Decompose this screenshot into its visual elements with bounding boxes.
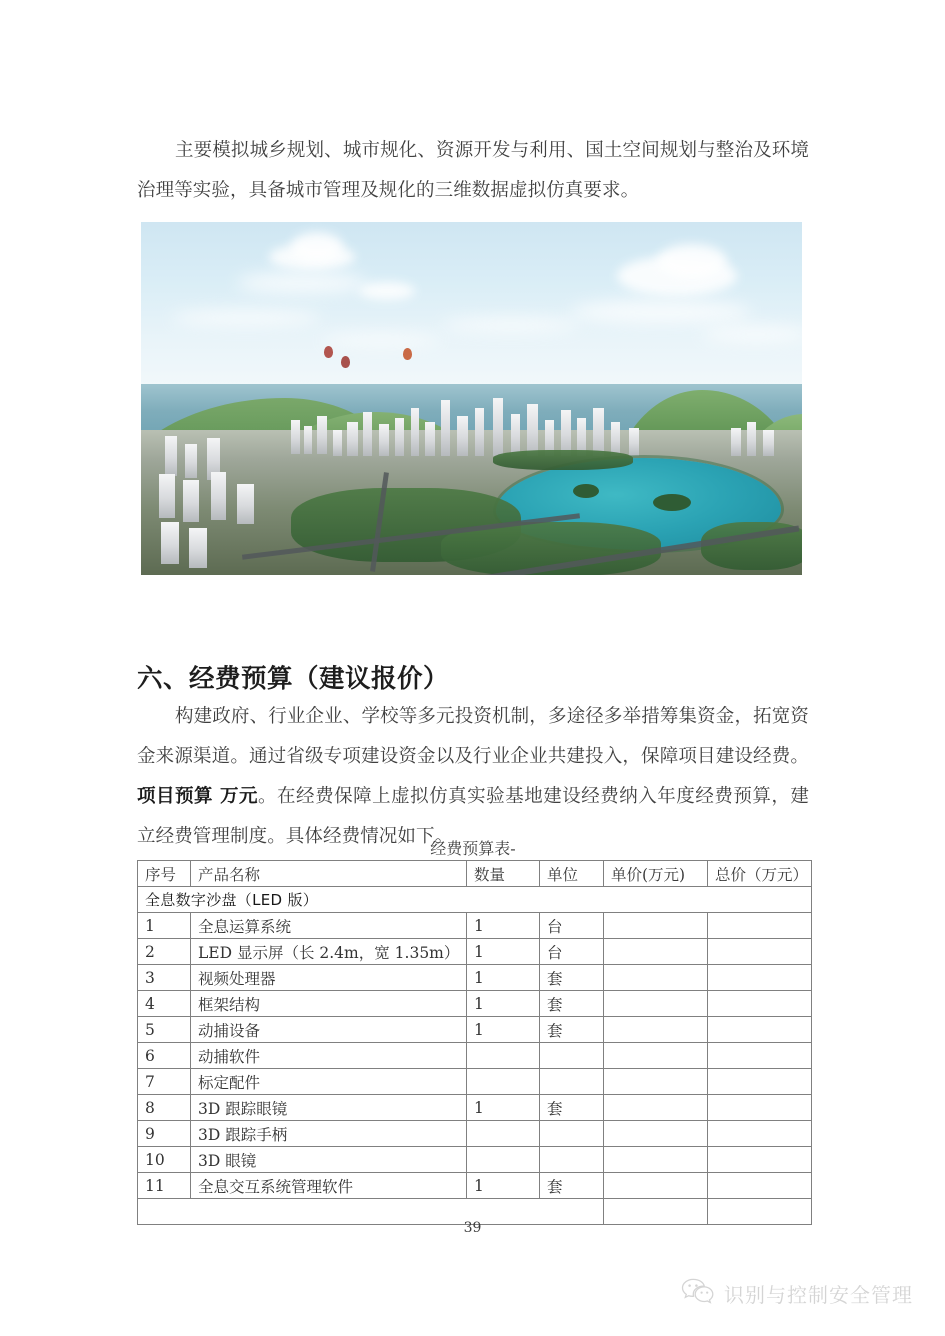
- table-cell-name: 全息运算系统: [191, 913, 467, 939]
- cloud-shape: [237, 272, 367, 294]
- building-block: [731, 428, 741, 456]
- building-block: [425, 422, 435, 456]
- paragraph-budget-emphasis: 项目预算 万元: [137, 785, 259, 807]
- building-block: [189, 528, 207, 568]
- table-cell-unit-price: [604, 991, 708, 1017]
- table-row: [138, 939, 812, 965]
- table-cell-no: 2: [138, 939, 191, 965]
- table-cell-qty: 1: [467, 1017, 540, 1043]
- table-cell-unit-price: [604, 1095, 708, 1121]
- building-block: [763, 430, 774, 456]
- table-cell-qty: [467, 1069, 540, 1095]
- table-cell-no: 8: [138, 1095, 191, 1121]
- building-block: [747, 422, 756, 456]
- building-block: [527, 404, 538, 456]
- table-cell-no: 5: [138, 1017, 191, 1043]
- table-header-row: [138, 861, 812, 887]
- table-row: [138, 1043, 812, 1069]
- table-header: [138, 861, 812, 887]
- building-block: [629, 428, 639, 456]
- table-cell-qty: 1: [467, 939, 540, 965]
- table-cell-unit: [540, 1043, 604, 1069]
- table-cell-qty: 1: [467, 1173, 540, 1199]
- table-cell-no: 4: [138, 991, 191, 1017]
- building-block: [363, 412, 372, 456]
- cloud-shape: [321, 334, 441, 346]
- building-block: [411, 408, 419, 456]
- building-block: [511, 414, 520, 456]
- table-row: [138, 991, 812, 1017]
- table-row: [138, 1095, 812, 1121]
- park-area: [493, 450, 633, 470]
- page-title: 六、经费预算（建议报价）: [137, 664, 450, 695]
- paragraph-intro-text: 主要模拟城乡规划、城市规化、资源开发与利用、国土空间规划与整治及环境治理等实验，具备城市管理及规化的三维数据虚拟仿真要求。: [137, 139, 809, 201]
- paragraph-budget-part1: 构建政府、行业企业、学校等多元投资机制，多途径多举措筹集资金，拓宽资金来源渠道。通过省级专项建设资金以及行业企业共建投入，保障项目建设经费。: [137, 705, 809, 767]
- building-block: [317, 416, 327, 454]
- building-block: [159, 474, 175, 518]
- table-cell-unit-price: [604, 1017, 708, 1043]
- table-cell-unit-price: [604, 965, 708, 991]
- table-cell-qty: 1: [467, 1095, 540, 1121]
- table-cell-total-price: [708, 1069, 812, 1095]
- building-block: [161, 522, 179, 564]
- table-row: [138, 1173, 812, 1199]
- table-cell-qty: [467, 1121, 540, 1147]
- table-cell-total-price: [708, 939, 812, 965]
- table-group-label: 全息数字沙盘（LED 版）: [138, 887, 812, 913]
- table-cell-name: 全息交互系统管理软件: [191, 1173, 467, 1199]
- table-cell-total-price: [708, 1095, 812, 1121]
- building-block: [185, 444, 197, 478]
- table-cell-total-price: [708, 1017, 812, 1043]
- table-cell-name: 3D 跟踪手柄: [191, 1121, 467, 1147]
- table-row: [138, 1069, 812, 1095]
- table-cell-qty: 1: [467, 913, 540, 939]
- table-cell-unit: 台: [540, 939, 604, 965]
- table-caption: 经费预算表-: [430, 839, 516, 858]
- column-header-unit-price: 单价(万元): [604, 861, 708, 887]
- column-header-name: 产品名称: [191, 861, 467, 887]
- table-row: [138, 1017, 812, 1043]
- paragraph-budget: [137, 697, 809, 857]
- table-cell-name: LED 显示屏（长 2.4m，宽 1.35m）: [191, 939, 467, 965]
- cloud-shape: [291, 232, 343, 262]
- table-cell-unit: 台: [540, 913, 604, 939]
- footer-watermark: [681, 1278, 913, 1308]
- hot-air-balloon: [341, 356, 350, 368]
- table-cell-unit-price: [604, 913, 708, 939]
- building-block: [395, 418, 404, 456]
- building-block: [493, 398, 503, 456]
- table-row: [138, 1147, 812, 1173]
- table-row: [138, 965, 812, 991]
- table-cell-qty: 1: [467, 965, 540, 991]
- table-cell-unit: [540, 1147, 604, 1173]
- table-cell-total-price: [708, 913, 812, 939]
- building-block: [211, 472, 226, 520]
- table-cell-name: 动捕软件: [191, 1043, 467, 1069]
- paragraph-intro: [137, 131, 809, 211]
- table-cell-total-price: [708, 965, 812, 991]
- table-cell-unit: 套: [540, 1095, 604, 1121]
- table-cell-unit-price: [604, 939, 708, 965]
- table-cell-no: 10: [138, 1147, 191, 1173]
- table-cell-unit: 套: [540, 991, 604, 1017]
- lake-islet: [573, 484, 599, 498]
- hot-air-balloon: [403, 348, 412, 360]
- building-block: [291, 420, 300, 454]
- page-number: 39: [463, 1220, 482, 1236]
- table-cell-unit-price: [604, 1043, 708, 1069]
- table-cell-name: 动捕设备: [191, 1017, 467, 1043]
- column-header-no: 序号: [138, 861, 191, 887]
- table-cell-unit: 套: [540, 1017, 604, 1043]
- table-group-row: [138, 887, 812, 913]
- table-cell-unit: 套: [540, 965, 604, 991]
- table-cell-qty: [467, 1043, 540, 1069]
- table-cell-unit-price: [604, 1121, 708, 1147]
- table-cell-name: 3D 跟踪眼镜: [191, 1095, 467, 1121]
- table-cell-no: 7: [138, 1069, 191, 1095]
- table-cell-no: 1: [138, 913, 191, 939]
- building-block: [165, 436, 177, 476]
- column-header-unit: 单位: [540, 861, 604, 887]
- table-cell-total-price: [708, 1043, 812, 1069]
- table-row: [138, 913, 812, 939]
- budget-table: [137, 860, 812, 1225]
- building-block: [333, 430, 342, 456]
- table-cell-no: 11: [138, 1173, 191, 1199]
- cloud-shape: [571, 300, 751, 324]
- cloud-shape: [701, 326, 802, 342]
- building-block: [593, 408, 604, 456]
- table-cell-unit: [540, 1069, 604, 1095]
- table-cell-unit-price: [604, 1069, 708, 1095]
- column-header-total-price: 总价（万元）: [708, 861, 812, 887]
- building-block: [183, 480, 199, 522]
- lake-islet: [653, 494, 691, 511]
- cloud-shape: [359, 282, 415, 300]
- table-cell-total-price: [708, 991, 812, 1017]
- table-cell-qty: [467, 1147, 540, 1173]
- building-block: [441, 400, 450, 456]
- wechat-icon: [681, 1278, 715, 1308]
- figure-city-simulation: [141, 222, 802, 575]
- table-cell-unit: [540, 1121, 604, 1147]
- table-cell-unit: 套: [540, 1173, 604, 1199]
- table-cell-qty: 1: [467, 991, 540, 1017]
- cloud-shape: [171, 310, 321, 326]
- building-block: [304, 426, 312, 454]
- building-block: [457, 416, 468, 456]
- column-header-qty: 数量: [467, 861, 540, 887]
- hot-air-balloon: [324, 346, 333, 358]
- table-cell-unit-price: [604, 1147, 708, 1173]
- table-cell-name: 框架结构: [191, 991, 467, 1017]
- table-cell-name: 视频处理器: [191, 965, 467, 991]
- building-block: [237, 484, 254, 524]
- cloud-shape: [441, 318, 581, 332]
- table-cell-no: 3: [138, 965, 191, 991]
- table-cell-total-price: [708, 1147, 812, 1173]
- table-cell-name: 标定配件: [191, 1069, 467, 1095]
- table-cell-name: 3D 眼镜: [191, 1147, 467, 1173]
- paragraph-budget-part2: 。在经费保障上虚拟仿真实验基地建设经费纳入年度经费预算，建立经费管理制度。具体经费情况如下。: [137, 785, 809, 847]
- cloud-shape: [657, 244, 727, 278]
- table-cell-total-price: [708, 1121, 812, 1147]
- building-block: [379, 424, 389, 456]
- table-cell-no: 9: [138, 1121, 191, 1147]
- table-cell-no: 6: [138, 1043, 191, 1069]
- watermark-text: 识别与控制安全管理: [724, 1282, 913, 1307]
- table-cell-total-price: [708, 1173, 812, 1199]
- building-block: [347, 422, 358, 456]
- table-body: [138, 887, 812, 1225]
- table-row: [138, 1121, 812, 1147]
- building-block: [475, 408, 484, 456]
- table-cell-unit-price: [604, 1173, 708, 1199]
